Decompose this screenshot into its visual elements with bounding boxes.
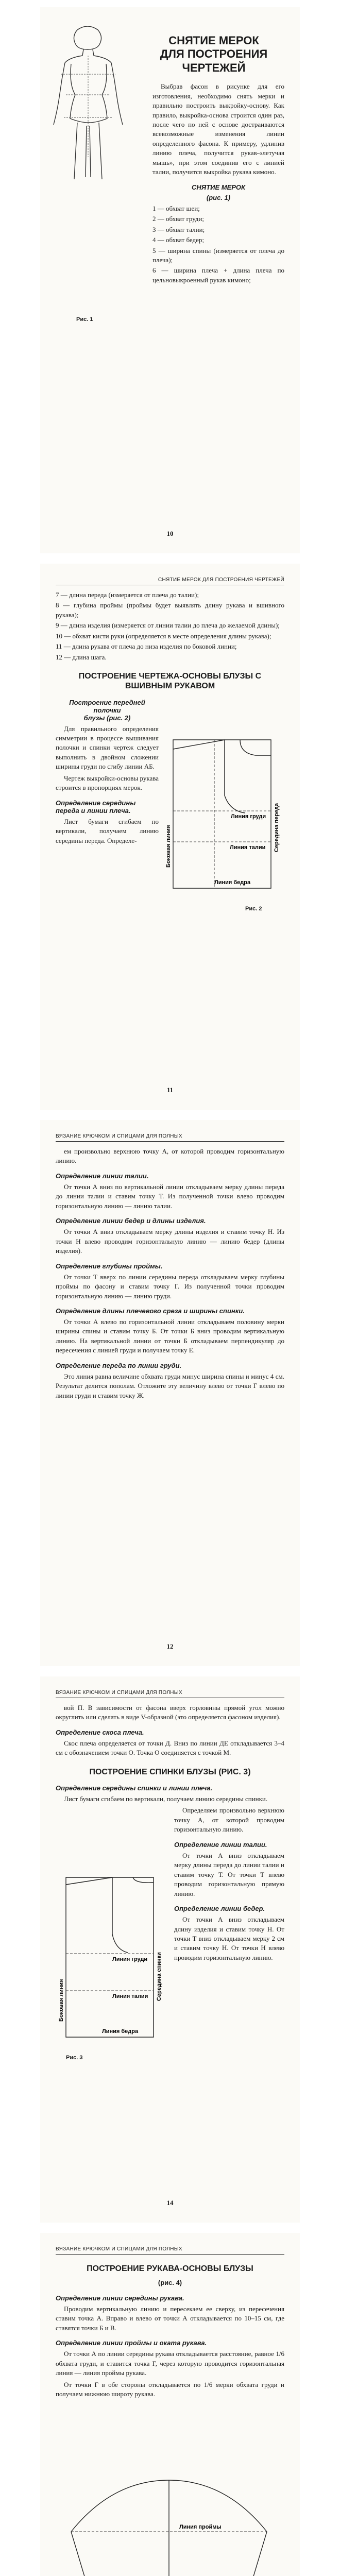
- subheading: Определение переда по линии груди.: [56, 1361, 182, 1369]
- running-header: СНЯТИЕ МЕРОК ДЛЯ ПОСТРОЕНИЯ ЧЕРТЕЖЕЙ: [56, 577, 284, 585]
- subheading: Определение скоса плеча.: [56, 1728, 144, 1736]
- list-subtitle: (рис. 1): [206, 193, 231, 201]
- paragraph: От точки А влево по горизонтальной линии откладываем половину мерки ширины спины и ставим точку Б. От точки Б вниз проводим вертикальную линию. На вертикальной линии от точки Б откладываем перпендикуляр до пересечения с линией груди и получаем точку Е.: [56, 1317, 284, 1354]
- list-item: 9 — длина изделия (измеряется от линии талии до плеча до желаемой длины);: [56, 621, 280, 630]
- list-item: 11 — длина рукава от плеча до низа изделия по боковой линии;: [56, 642, 237, 651]
- figure-caption: Рис. 3: [66, 2055, 83, 2061]
- paragraph: Для правильного определения симметрии в процессе вышивания полочки и спинки чертеж следует выполнить в двойном сложении ширины груди по сгибу линии АБ.: [56, 724, 159, 771]
- measurement-list: [152, 204, 284, 285]
- page-number: 11: [166, 1086, 174, 1094]
- section-title-sub: (рис. 4): [158, 2279, 182, 2287]
- subheading: Определение линии бедер и длины изделия.: [56, 1217, 206, 1225]
- figure-caption: Рис. 1: [76, 316, 93, 323]
- measurement-list-cont: [56, 590, 284, 662]
- running-header: ВЯЗАНИЕ КРЮЧКОМ И СПИЦАМИ ДЛЯ ПОЛНЫХ: [56, 1133, 284, 1142]
- figure-1: [45, 23, 130, 188]
- list-item: 7 — длина переда (измеряется от плеча до талии);: [56, 591, 199, 599]
- paragraph: Лист бумаги сгибаем по вертикали, получаем линию середины спинки.: [64, 1795, 268, 1803]
- paragraph: От точки Г в обе стороны откладывается по 1/6 мерки обхвата груди и получаем нижнюю широту рукава.: [56, 2380, 284, 2398]
- paragraph: От точки А по линии середины рукава откладывается расстояние, равное 1/6 обхвата груди, и ставится точка Г, через которую проводится горизонтальная линия — линия проймы рукава.: [56, 2350, 284, 2377]
- subheading: Определение середины переда и линии плеча.: [56, 799, 136, 815]
- sleeve-draft: [61, 2475, 277, 2576]
- paragraph: Проводим вертикальную линию и пересекаем ее сверху, из пересечения ставим точка А. Вправо и влево от точки А откладывается по 10–15 см, где ставятся точки Б и В.: [56, 2304, 284, 2332]
- subheading: Определение середины спинки и линии плеча.: [56, 1784, 213, 1792]
- section-title-text: ПОСТРОЕНИЕ РУКАВА-ОСНОВЫ БЛУЗЫ: [87, 2264, 253, 2273]
- paragraph: ем произвольно верхнюю точку А, от которой проводим горизонтальную линию.: [56, 1147, 284, 1165]
- hip-line-label: Линия бедра: [214, 879, 251, 886]
- page-12: [40, 1120, 300, 1666]
- list-item: 4 — обхват бедер;: [152, 236, 204, 244]
- back-bodice-draft: [56, 1867, 164, 2053]
- subheading: Определение линии середины рукава.: [56, 2294, 184, 2302]
- bust-line-label: Линия груди: [112, 1956, 148, 1962]
- subheading: Определение длины плечевого среза и ширины спинки.: [56, 1307, 245, 1315]
- side-seam-label: Боковая линия: [58, 1979, 64, 2022]
- list-item: 10 — обхват кисти руки (определяется в месте определения длины рукава);: [56, 632, 271, 640]
- subheading: Определение линии проймы и оката рукава.: [56, 2339, 207, 2347]
- front-bodice-draft: [163, 734, 286, 904]
- paragraph: От точки А вниз откладываем мерку длины изделия и ставим точку Н. Из точки Н влево проводим горизонтальную линию — линию бедер (длины изделия).: [56, 1228, 284, 1255]
- page-number: 10: [166, 530, 174, 537]
- side-seam-label: Боковая линия: [165, 825, 172, 868]
- title-line-1: СНЯТИЕ МЕРОК: [168, 34, 259, 47]
- body-measurements-figure: [45, 23, 130, 188]
- bust-line-label: Линия груди: [231, 814, 266, 820]
- list-item: 5 — ширина спины (измеряется от плеча до плеча);: [152, 246, 284, 264]
- figure-4: [61, 2475, 277, 2576]
- list-item: 8 — глубина проймы (проймы будет выявлять длину рукава и вшивного рукава);: [56, 601, 284, 619]
- page-title: [143, 34, 284, 75]
- waist-line-label: Линия талии: [230, 844, 266, 851]
- center-front-label: Середина переда: [274, 803, 280, 852]
- paragraph: Это линия равна величине обхвата груди минус ширина спины и минус 4 см. Результат делится пополам. Отложите эту величину влево от точки Г влево по линии груди и ставим точку Ж.: [56, 1372, 284, 1399]
- section-title: ПОСТРОЕНИЕ СПИНКИ БЛУЗЫ (РИС. 3): [89, 1767, 251, 1776]
- list-title: СНЯТИЕ МЕРОК: [191, 183, 246, 191]
- subheading: Определение линии талии.: [56, 1172, 149, 1180]
- subsection-title-2: блузы (рис. 2): [83, 714, 131, 722]
- paragraph: От точки А вниз откладываем мерку длины переда до линии талии и ставим точку Т. От точки Т влево проводим горизонтальную прямую линию.: [174, 1851, 284, 1897]
- page-14: [40, 1676, 300, 2223]
- page-10: [40, 7, 300, 553]
- paragraph: От точки А вниз по вертикальной линии откладываем мерку длины переда до линии талии и ставим точку Т. Из полученной точки влево проводим горизонтальную линию — линию талии.: [56, 1182, 284, 1210]
- paragraph: Скос плеча определяется от точки Д. Вниз по линии ДЕ откладывается 3–4 см с обозначением точки О. Точка О соединяется с точкой М.: [56, 1739, 284, 1757]
- waist-line-label: Линия талии: [112, 1993, 148, 1999]
- intro-text: Выбрав фасон в рисунке для его изготовления, необходимо снять мерки и правильно построить выкройку-основу. Как правило, выкройка-основа строится один раз, после чего по ней с основе достраиваются всевозможные изменения линии определенного фасона. К примеру, удлинив линию плеча, получится рукав-«летучая мышь», при этом соединив его с линией талии, получится выкройка рукава кимоно.: [152, 82, 284, 176]
- section-title: [56, 2264, 284, 2287]
- list-item: 6 — ширина плеча + длина плеча по цельновыкроенный рукав кимоно;: [152, 266, 284, 284]
- list-item: 2 — обхват груди;: [152, 215, 204, 223]
- subheading: Определение глубины проймы.: [56, 1262, 163, 1270]
- page-11: [40, 564, 300, 1110]
- paragraph: вой П. В зависимости от фасона вверх горловины прямой угол можно округлить или сделать в виде V-образной (это определяется фасоном изделия).: [56, 1704, 284, 1721]
- list-item: 12 — длина шага.: [56, 653, 107, 661]
- figure-caption: Рис. 2: [245, 906, 262, 912]
- paragraph: От точки А вниз откладываем длину изделия и ставим точку Н. От точки Т вниз откладываем мерку 2 см и ставим точку Н. От точки Н влево проводим горизонтальную линию.: [174, 1916, 284, 1961]
- page-number: 12: [166, 1642, 174, 1650]
- list-item: 1 — обхват шеи;: [152, 204, 200, 212]
- subheading: Определение линии бедер.: [174, 1905, 265, 1913]
- running-header: ВЯЗАНИЕ КРЮЧКОМ И СПИЦАМИ ДЛЯ ПОЛНЫХ: [56, 2246, 284, 2255]
- paragraph: От точки Т вверх по линии середины переда откладываем мерку глубины проймы по фасону и ставим точку Г. Из полученной точки проводим горизонтальную линию — линию груди.: [56, 1273, 284, 1300]
- running-header: ВЯЗАНИЕ КРЮЧКОМ И СПИЦАМИ ДЛЯ ПОЛНЫХ: [56, 1690, 284, 1698]
- hip-line-label: Линия бедра: [102, 2028, 139, 2035]
- armhole-line-label: Линия проймы: [179, 2524, 222, 2530]
- paragraph: Лист бумаги сгибаем по вертикали, получаем линию середины переда. Определе-: [56, 817, 159, 844]
- paragraph: Определяем произвольно верхнюю точку А, от которой проводим горизонтальную линию.: [174, 1806, 284, 1834]
- paragraph: Чертеж выкройки-основы рукава строится в пропорциях мерок.: [56, 774, 159, 792]
- figure-2: [163, 734, 286, 912]
- center-back-label: Середина спинки: [156, 1952, 162, 2001]
- figure-3: [56, 1867, 164, 2061]
- subheading: Определение линии талии.: [174, 1840, 267, 1849]
- page-number: 14: [166, 2199, 174, 2207]
- section-title: ПОСТРОЕНИЕ ЧЕРТЕЖА-ОСНОВЫ БЛУЗЫ С ВШИВНЫМ РУКАВОМ: [78, 672, 262, 691]
- page-16: [40, 2233, 300, 2576]
- subsection-title: Построение передней полочки: [69, 698, 145, 714]
- list-item: 3 — обхват талии;: [152, 225, 205, 233]
- title-line-2: ДЛЯ ПОСТРОЕНИЯ ЧЕРТЕЖЕЙ: [160, 47, 268, 74]
